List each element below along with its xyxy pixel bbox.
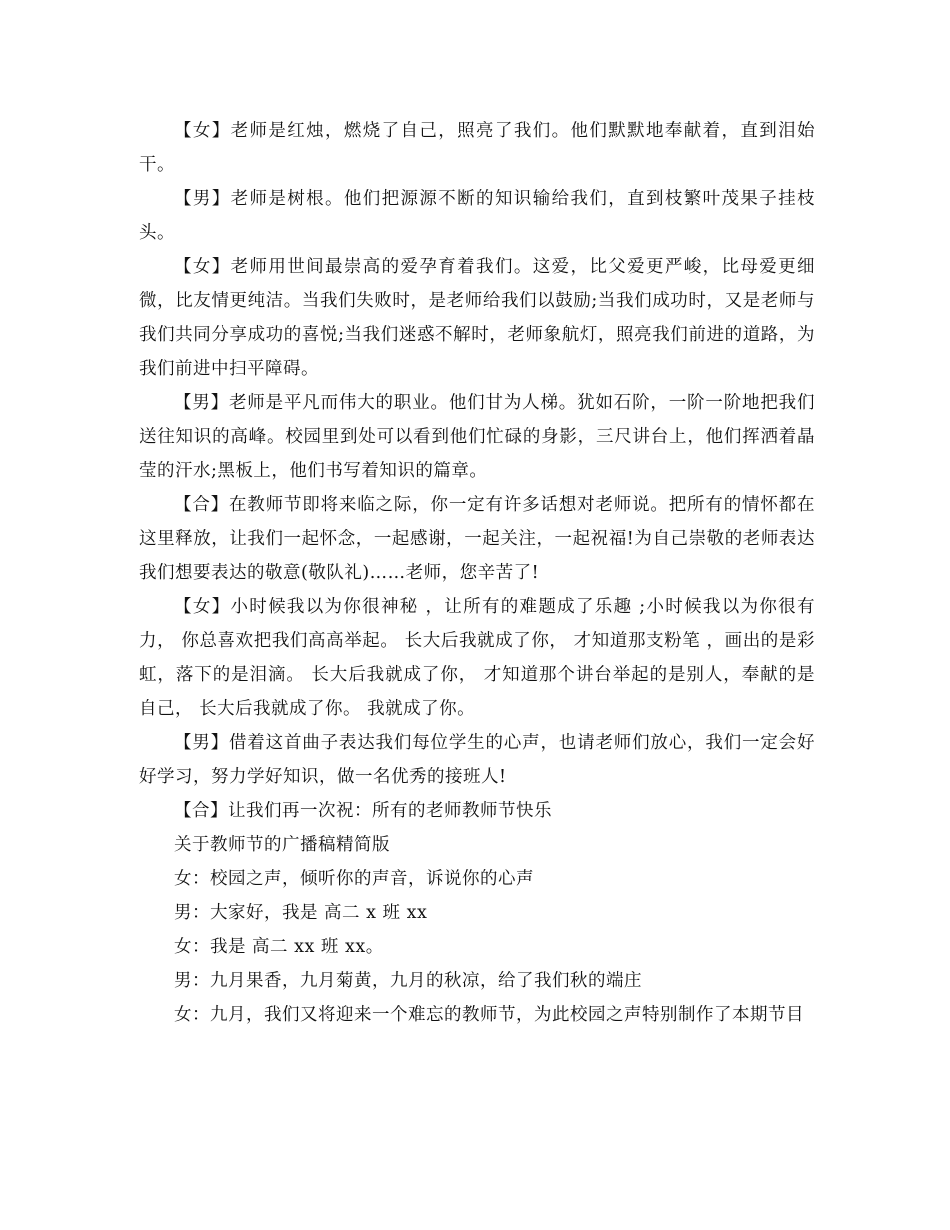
section-title: 关于教师节的广播稿精简版 — [174, 835, 390, 855]
paragraph: 【合】在教师节即将来临之际，你一定有许多话想对老师说。把所有的情怀都在这里释放，让我们一起怀念，一起感谢，一起关注，一起祝福!为自己崇敬的老师表达我们想要表达的敬意(敬队礼)……老师，您辛苦了! — [139, 495, 815, 583]
dialogue-line: 女：我是 高二 xx 班 xx。 — [174, 937, 384, 957]
dialogue-line: 女：校园之声，倾听你的声音，诉说你的心声 — [174, 869, 534, 889]
paragraph: 【女】老师用世间最崇高的爱孕育着我们。这爱，比父爱更严峻，比母爱更细微，比友情更纯洁。当我们失败时，是老师给我们以鼓励;当我们成功时，又是老师与我们共同分享成功的喜悦;当我们迷惑不解时，老师象航灯，照亮我们前进的道路，为我们前进中扫平障碍。 — [139, 257, 815, 379]
dialogue-line: 男：大家好，我是 高二 x 班 xx — [174, 903, 428, 923]
paragraph: 【女】老师是红烛，燃烧了自己，照亮了我们。他们默默地奉献着，直到泪始干。 — [139, 121, 815, 175]
paragraph: 【男】老师是树根。他们把源源不断的知识输给我们，直到枝繁叶茂果子挂枝头。 — [139, 189, 815, 243]
paragraph: 【男】老师是平凡而伟大的职业。他们甘为人梯。犹如石阶，一阶一阶地把我们送往知识的高峰。校园里到处可以看到他们忙碌的身影，三尺讲台上，他们挥洒着晶莹的汗水;黑板上，他们书写着知识的篇章。 — [139, 393, 815, 481]
paragraph: 【男】借着这首曲子表达我们每位学生的心声，也请老师们放心，我们一定会好好学习，努力学好知识，做一名优秀的接班人! — [139, 733, 815, 787]
paragraph: 【合】让我们再一次祝：所有的老师教师节快乐 — [174, 801, 552, 821]
paragraph: 【女】小时候我以为你很神秘 ，让所有的难题成了乐趣 ;小时候我以为你很有力， 你总喜欢把我们高高举起。 长大后我就成了你， 才知道那支粉笔 ，画出的是彩虹，落下的是泪滴。 长大后我就成了你， 才知道那个讲台举起的是别人，奉献的是自己， 长大后我就成了你。 我就成了你。 — [139, 597, 815, 719]
dialogue-line: 男：九月果香，九月菊黄，九月的秋凉，给了我们秋的端庄 — [174, 971, 642, 991]
dialogue-line: 女：九月，我们又将迎来一个难忘的教师节，为此校园之声特别制作了本期节目 — [174, 1005, 804, 1025]
document-body — [139, 114, 815, 1032]
